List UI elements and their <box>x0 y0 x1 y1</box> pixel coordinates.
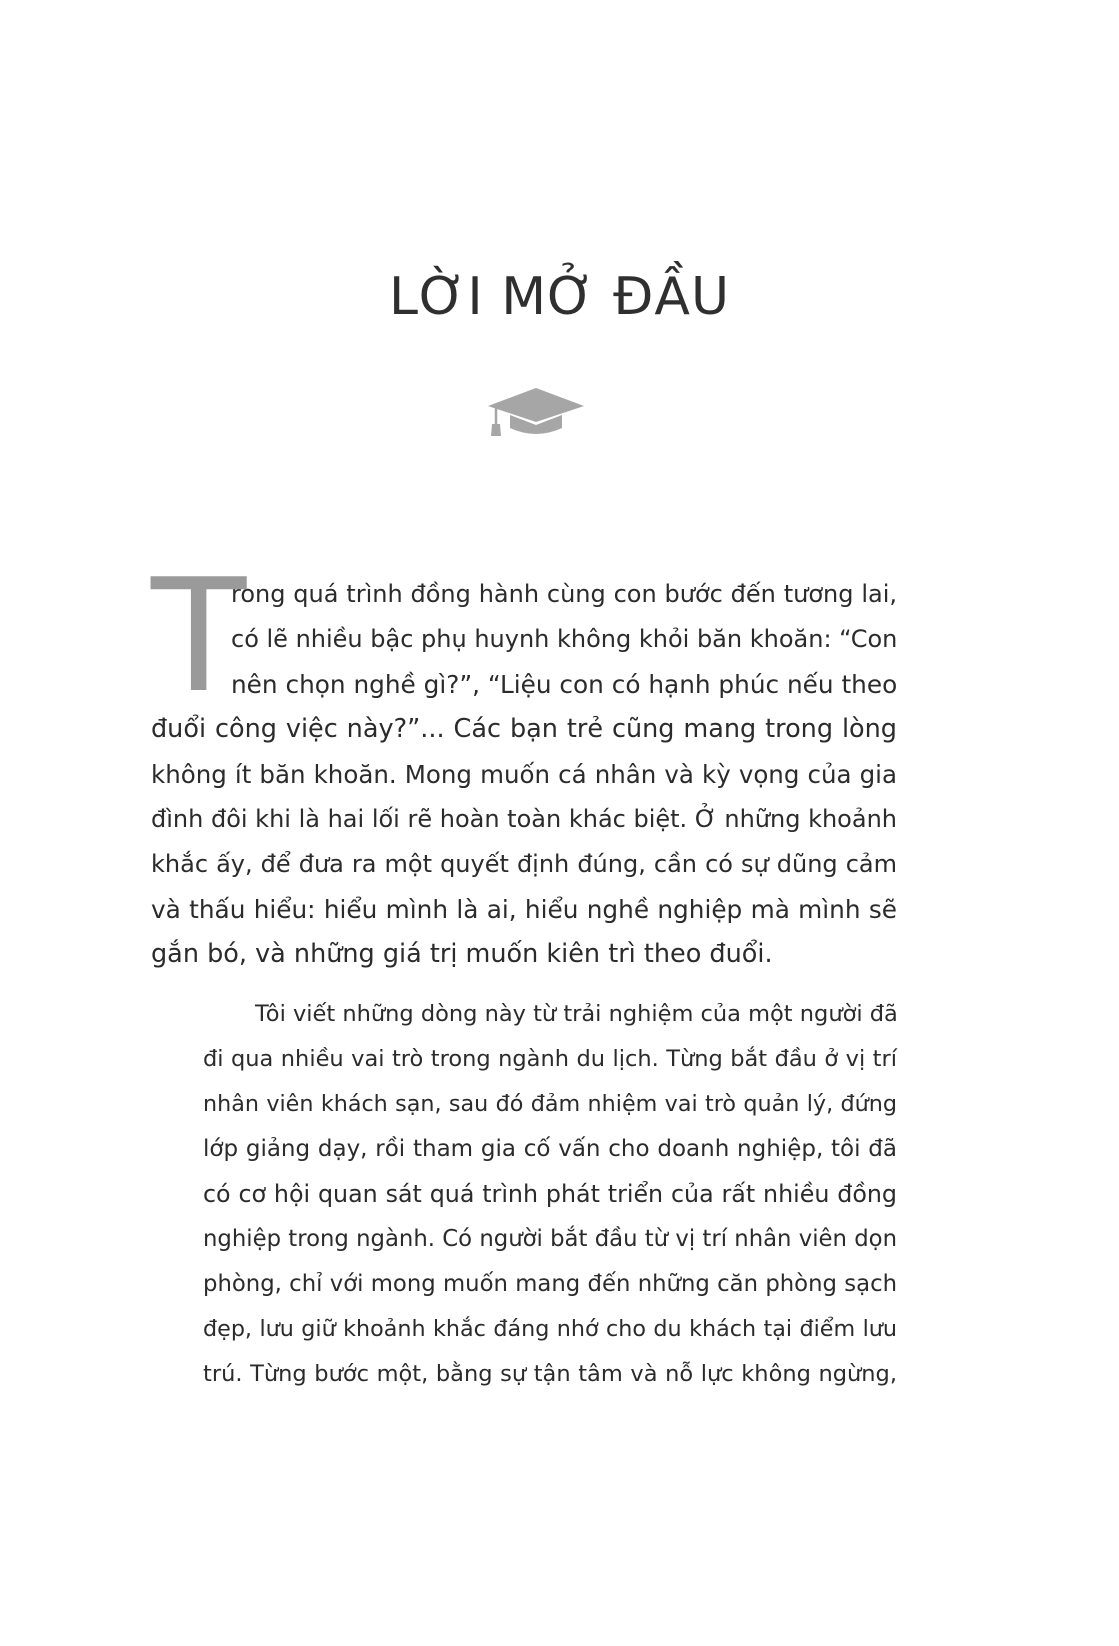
text-line: rong quá trình đồng hành cùng con bước đến tương lai, <box>231 580 897 608</box>
body-text <box>151 545 898 1397</box>
chapter-title: LỜI MỞ ĐẦU <box>388 267 731 327</box>
paragraph-2 <box>151 992 897 1397</box>
text-line: có lẽ nhiều bậc phụ huynh không khỏi băn khoăn: “Con <box>231 625 898 653</box>
text-line: phòng, chỉ với mong muốn mang đến những căn phòng sạch <box>203 1271 897 1297</box>
text-line: khắc ấy, để đưa ra một quyết định đúng, cần có sự dũng cảm <box>151 850 897 878</box>
text-line: đi qua nhiều vai trò trong ngành du lịch. Từng bắt đầu ở vị trí <box>203 1046 897 1072</box>
text-line: không ít băn khoăn. Mong muốn cá nhân và kỳ vọng của gia <box>151 760 897 789</box>
text-line: đuổi công việc này?”... Các bạn trẻ cũng mang trong lòng <box>151 714 897 744</box>
text-line: và thấu hiểu: hiểu mình là ai, hiểu nghề nghiệp mà mình sẽ <box>151 895 897 924</box>
graduation-cap-icon <box>484 388 588 446</box>
drop-cap-letter: T <box>151 545 247 727</box>
text-line: gắn bó, và những giá trị muốn kiên trì theo đuổi. <box>151 939 773 969</box>
text-line: Tôi viết những dòng này từ trải nghiệm của một người đã <box>255 1001 898 1027</box>
text-line: có cơ hội quan sát quá trình phát triển của rất nhiều đồng <box>203 1180 897 1208</box>
text-line: nghiệp trong ngành. Có người bắt đầu từ vị trí nhân viên dọn <box>203 1226 897 1252</box>
text-line: nhân viên khách sạn, sau đó đảm nhiệm vai trò quản lý, đứng <box>203 1091 897 1117</box>
text-line: trú. Từng bước một, bằng sự tận tâm và nỗ lực không ngừng, <box>203 1361 897 1387</box>
drop-cap <box>151 545 247 727</box>
paragraph-1 <box>151 545 898 977</box>
text-line: lớp giảng dạy, rồi tham gia cố vấn cho doanh nghiệp, tôi đã <box>203 1136 897 1162</box>
text-line: đẹp, lưu giữ khoảnh khắc đáng nhớ cho du khách tại điểm lưu <box>203 1316 897 1342</box>
text-line: đình đôi khi là hai lối rẽ hoàn toàn khác biệt. Ở những khoảnh <box>151 805 897 833</box>
text-line: nên chọn nghề gì?”, “Liệu con có hạnh phúc nếu theo <box>231 670 898 699</box>
